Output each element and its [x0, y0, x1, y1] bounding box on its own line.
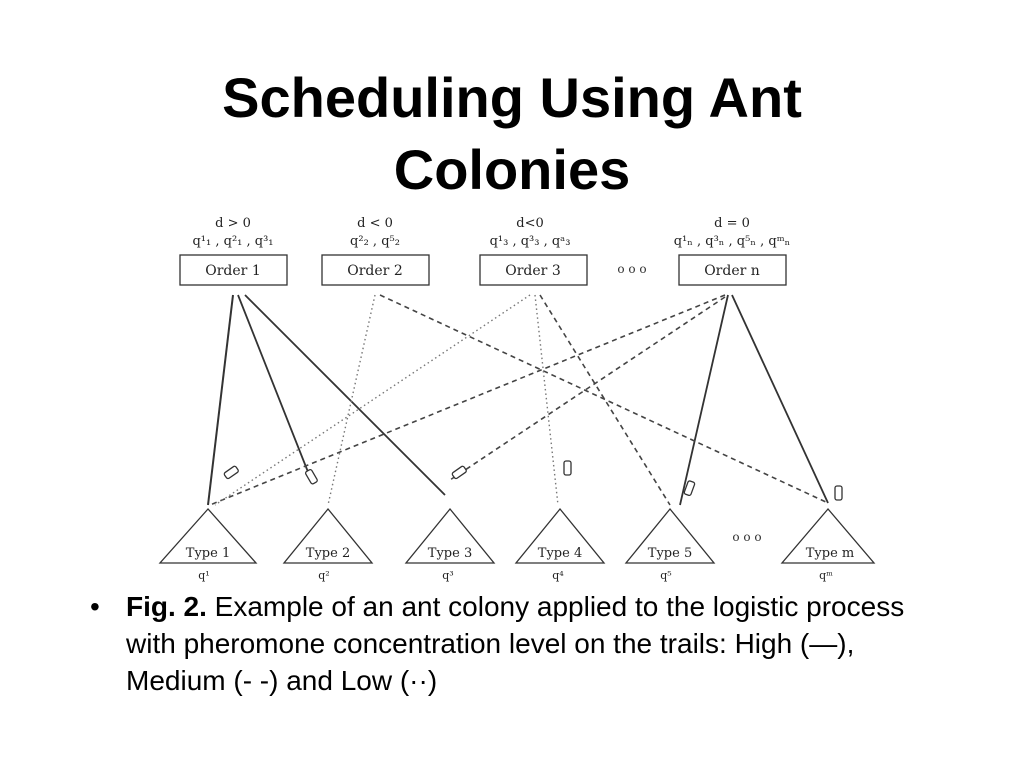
- ant-icon: [564, 461, 571, 475]
- order1-constraint: d > 0: [215, 216, 251, 231]
- ant-colony-diagram: [150, 205, 880, 590]
- type-1-label: Type 1: [185, 546, 231, 561]
- trails-high: [208, 295, 828, 505]
- slide-title-line-2: Colonies: [393, 138, 631, 201]
- caption-body: [126, 588, 950, 699]
- type-1-q: q¹: [198, 569, 210, 582]
- trails-low: [215, 295, 558, 505]
- trail-ordern-type1: [210, 295, 725, 505]
- trails-medium: [210, 295, 828, 505]
- ant-icon: [452, 466, 467, 480]
- slide-title-line-1: Scheduling Using Ant: [222, 66, 802, 129]
- slide-title: [0, 62, 1024, 206]
- order-headers: [192, 216, 790, 249]
- type-3-label: Type 3: [427, 546, 473, 561]
- order3-quantities: q¹₃ , q³₃ , qᵃ₃: [489, 234, 571, 249]
- order-2-label: Order 2: [347, 263, 403, 279]
- caption-fig-label: Fig. 2.: [126, 591, 207, 622]
- ant-icon: [224, 466, 239, 480]
- ordern-quantities: q¹ₙ , q³ₙ , q⁵ₙ , qᵐₙ: [673, 234, 791, 249]
- order-ellipsis: o o o: [617, 262, 647, 276]
- type-4-q: q⁴: [552, 569, 564, 582]
- trail-order3-type4: [535, 295, 558, 505]
- type-2-q: q²: [318, 569, 330, 582]
- type-triangles: [160, 509, 874, 563]
- type-m-label: Type m: [805, 546, 855, 561]
- type-quantities: [198, 569, 833, 582]
- order2-constraint: d < 0: [357, 216, 393, 231]
- order-n-label: Order n: [704, 263, 760, 279]
- trail-order2-type2: [328, 295, 375, 505]
- type-5-label: Type 5: [647, 546, 693, 561]
- type-3-q: q³: [442, 569, 454, 582]
- ordern-constraint: d = 0: [714, 216, 750, 231]
- caption-bullet: •: [90, 591, 100, 622]
- order2-quantities: q²₂ , q⁵₂: [350, 234, 400, 249]
- type-m-q: qᵐ: [819, 569, 833, 582]
- order3-constraint: d<0: [516, 216, 544, 231]
- type-4-label: Type 4: [537, 546, 583, 561]
- trail-ordern-type3: [450, 297, 725, 480]
- caption-text: Example of an ant colony applied to the logistic process with pheromone concentration level on the trails: High (—), Medium (- -) and Low (··): [126, 591, 905, 696]
- figure-caption: [90, 588, 950, 699]
- trail-ordern-typem: [732, 295, 828, 503]
- diagram-svg: [150, 205, 880, 585]
- order1-quantities: q¹₁ , q²₁ , q³₁: [192, 234, 274, 249]
- type-2-label: Type 2: [305, 546, 351, 561]
- trail-order3-type1: [215, 295, 530, 505]
- ant-icon: [305, 469, 318, 485]
- type-5-q: q⁵: [660, 569, 672, 582]
- ant-icon: [835, 486, 842, 500]
- order-3-label: Order 3: [505, 263, 561, 279]
- trail-order1-type2: [238, 295, 310, 477]
- trail-order2-typem: [380, 295, 828, 503]
- type-ellipsis: o o o: [732, 530, 762, 544]
- order-boxes: [180, 255, 786, 285]
- trail-order3-type5: [540, 295, 670, 505]
- order-1-label: Order 1: [205, 263, 261, 279]
- trail-ordern-type5: [680, 295, 728, 505]
